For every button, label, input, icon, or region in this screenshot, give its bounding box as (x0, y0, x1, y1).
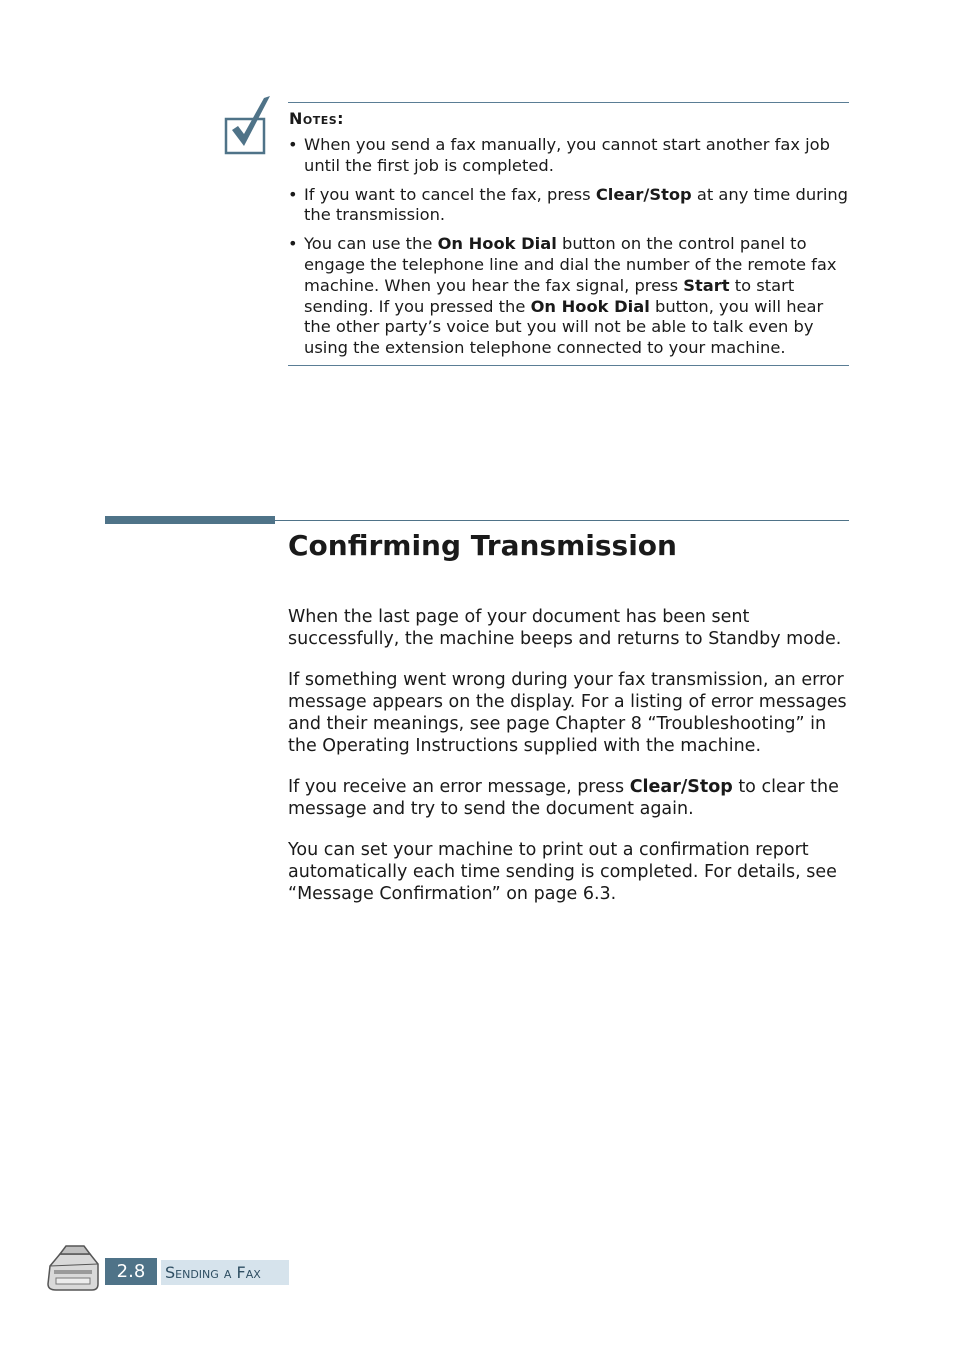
notes-item: • When you send a fax manually, you cannot start another fax job until the first job is completed. (288, 135, 830, 175)
text-run: You can use the (304, 234, 438, 254)
chapter-title: Sending a Fax (161, 1260, 289, 1285)
notes-item-text (304, 135, 830, 175)
body-paragraph (288, 669, 850, 757)
text-run: When the last page of your document has been sent successfully, the machine beeps and returns to Standby mode. (288, 607, 842, 649)
bold-term: Start (683, 275, 730, 295)
notes-heading: Notes: (289, 109, 345, 128)
notes-item-text (304, 185, 848, 225)
text-run: at any time during the transmission. (304, 184, 849, 225)
body-paragraph (288, 776, 850, 820)
section-rule (275, 520, 849, 521)
bold-term: Clear/Stop (595, 184, 692, 204)
bold-term: Clear/Stop (629, 777, 733, 797)
notes-list (288, 135, 850, 367)
text-run: button on the control panel to engage the telephone line and dial the number of the remote fax machine. When you hear the fax signal, press (304, 234, 837, 295)
text-run: You can set your machine to print out a confirmation report automatically each time sending is completed. For details, see “Message Confirmation” on page 6.3. (288, 840, 837, 904)
section-accent-bar (105, 516, 275, 524)
text-run: When you send a fax manually, you cannot start another fax job until the first job is completed. (304, 135, 830, 175)
body-paragraph (288, 606, 850, 650)
section-title: Confirming Transmission (288, 529, 677, 562)
notes-item: • You can use the On Hook Dial button on the control panel to engage the telephone line and dial the number of the remote fax machine. When you hear the fax signal, press Start to start sending. If you pressed the On Hook Dial button, you will hear the other party’s voice but you will not be able to talk even by using the extension telephone connected to your machine. (288, 234, 837, 358)
notes-item: • If you want to cancel the fax, press Clear/Stop at any time during the transmission. (288, 184, 849, 225)
bold-term: On Hook Dial (437, 234, 557, 254)
text-run: If you want to cancel the fax, press (304, 184, 596, 204)
text-run: button, you will hear the other party’s voice but you will not be able to talk even by using the extension telephone connected to your machine. (304, 296, 824, 358)
bold-term: On Hook Dial (530, 296, 650, 316)
body-text (288, 606, 850, 924)
body-paragraph (288, 839, 850, 905)
text-run: to start sending. If you pressed the (304, 275, 795, 316)
page-number: 2.8 (105, 1258, 157, 1285)
notes-item-text (304, 234, 837, 357)
notes-top-rule (288, 102, 849, 103)
fax-machine-icon (46, 1244, 100, 1292)
checkmark-note-icon (224, 94, 274, 156)
notes-bottom-rule (288, 365, 849, 366)
text-run: If you receive an error message, press (288, 777, 630, 797)
text-run: If something went wrong during your fax transmission, an error message appears on the display. For a listing of error messages and their meanings, see page Chapter 8 “Troubleshooting” in the Operating Instructions supplied with the machine. (288, 670, 847, 756)
text-run: to clear the message and try to send the document again. (288, 777, 839, 819)
